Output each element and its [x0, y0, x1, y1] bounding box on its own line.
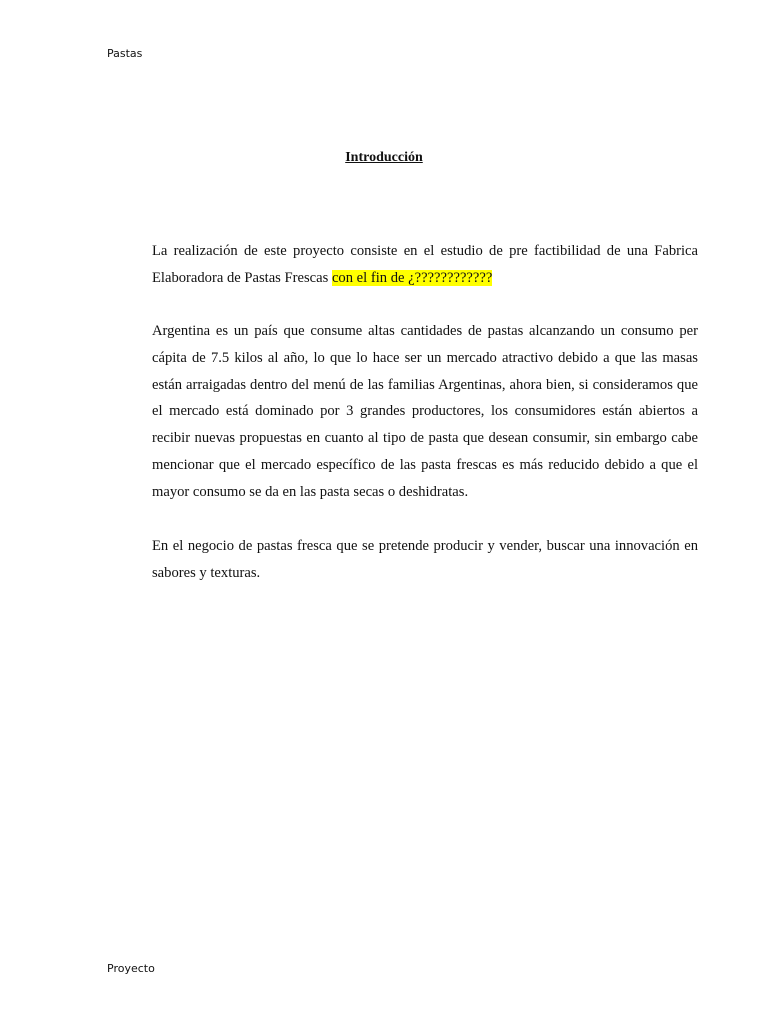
- page-footer: Proyecto: [107, 962, 155, 975]
- page-header: Pastas: [107, 47, 143, 60]
- highlighted-text: con el fin de ¿????????????: [331, 269, 493, 286]
- paragraph-market: Argentina es un país que consume altas cantidades de pastas alcanzando un consumo per cápita de 7.5 kilos al año, lo que lo hace ser un mercado atractivo debido a que las masas están arraigadas dentro del menú de las familias Argentinas, ahora bien, si consideramos que el mercado está dominado por 3 grandes productores, los consumidores están abiertos a recibir nuevas propuestas en cuanto al tipo de pasta que desean consumir, sin embargo cabe mencionar que el mercado específico de las pasta frescas es más reducido debido a que el mayor consumo se da en las pasta secas o deshidratas.: [152, 323, 698, 500]
- paragraph-intro-text: La realización de este proyecto consiste en el estudio de pre factibilidad de una Fabrica Elaboradora de Pastas Frescas: [152, 243, 698, 286]
- section-title: Introducción: [345, 150, 423, 165]
- paragraph-business: En el negocio de pastas fresca que se pretende producir y vender, buscar una innovación en sabores y texturas.: [152, 538, 698, 581]
- paragraph-intro: [152, 238, 698, 292]
